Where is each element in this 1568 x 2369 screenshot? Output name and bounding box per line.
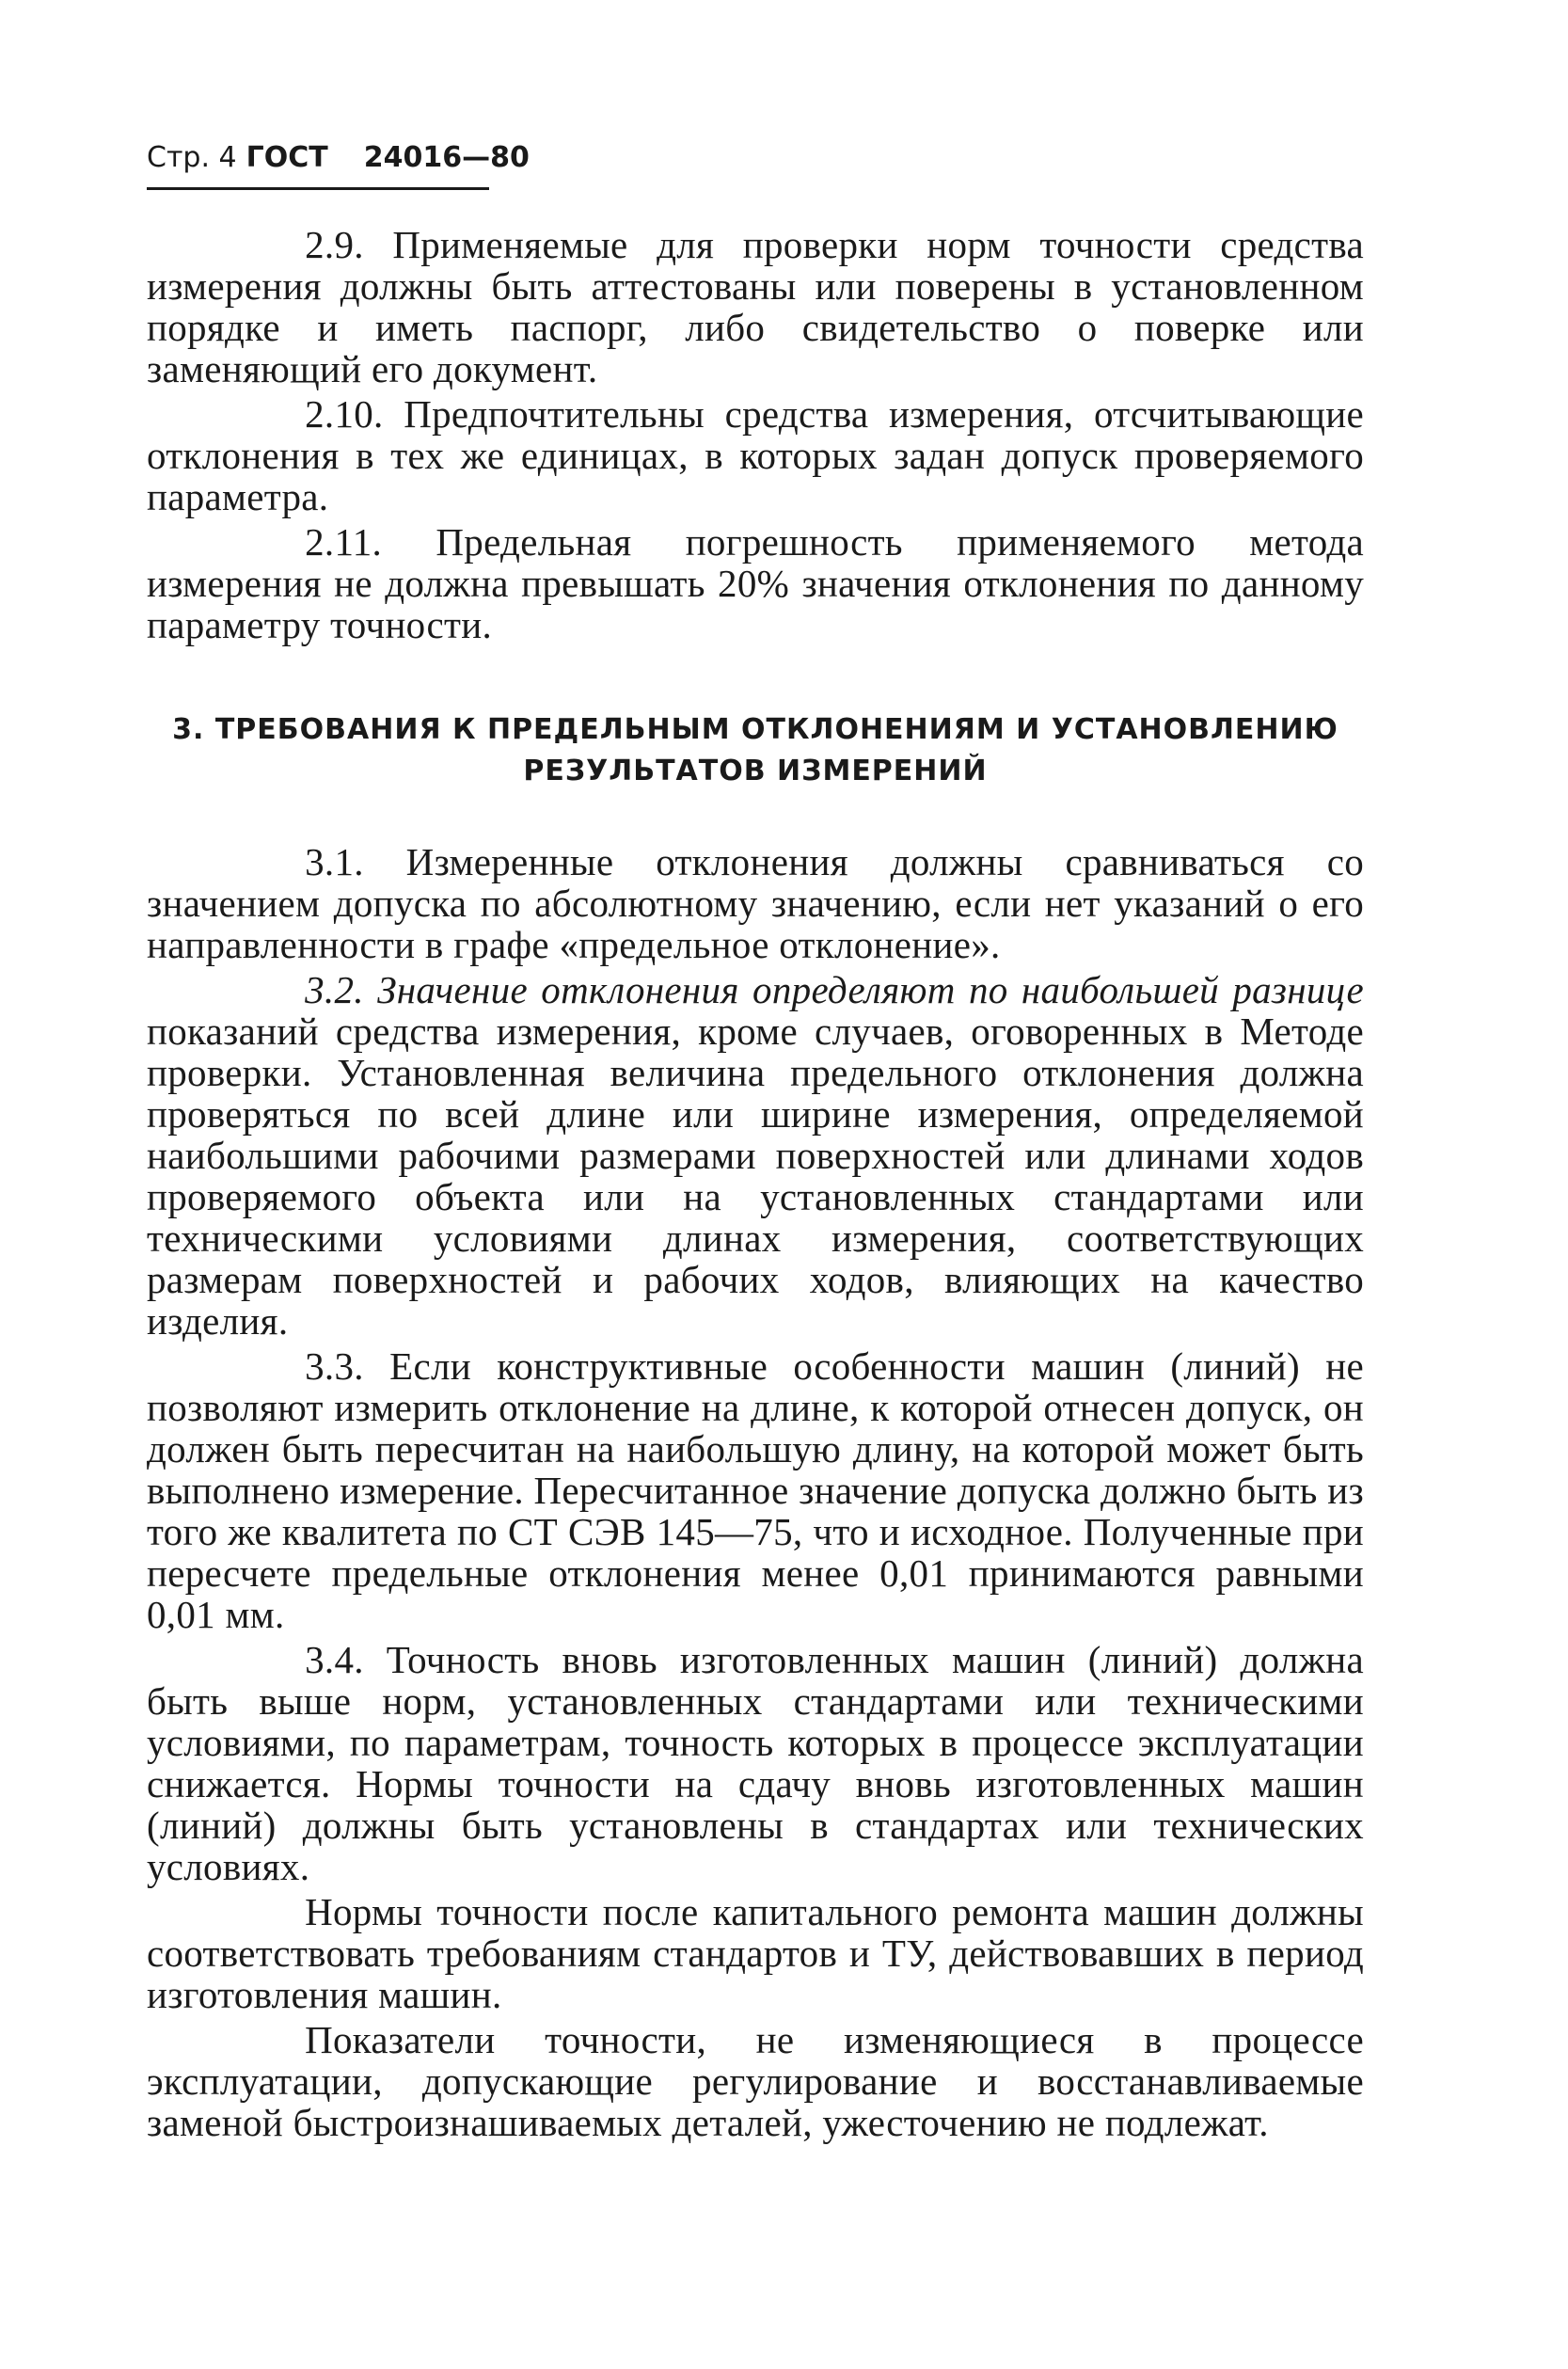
paragraph-2-11: 2.11. Предельная погрешность применяемого метода измерения не должна превышать 20% значения отклонения по данному параметру точности. bbox=[147, 520, 1364, 646]
standard-number: 24016—80 bbox=[363, 141, 530, 174]
paragraph-3-2 bbox=[147, 969, 1364, 1342]
paragraph-3-2-rest: показаний средства измерения, кроме случаев, оговоренных в Методе проверки. Установленная величина предельного отклонения должна проверяться по всей длине или ширине измерения, определяемой наибольшими рабочими размерами поверхностей или длинами ходов проверяемого объекта или на установленных стандартами или техническими условиями длинах измерения, соответствующих размерам поверхностей и рабочих ходов, влияющих на качество изделия. bbox=[147, 1010, 1364, 1343]
paragraph-3-2-italic: 3.2. Значение отклонения определяют по наибольшей разнице bbox=[305, 968, 1364, 1011]
standard-label: ГОСТ bbox=[245, 141, 328, 174]
paragraph-2-10: 2.10. Предпочтительны средства измерения, отсчитывающие отклонения в тех же единицах, в которых задан допуск проверяемого параметра. bbox=[147, 392, 1364, 518]
page-number: Стр. 4 bbox=[147, 141, 237, 174]
paragraph-2-9: 2.9. Применяемые для проверки норм точности средства измерения должны быть аттестованы или поверены в установленном порядке и иметь паспорг, либо свидетельство о поверке или заменяющий его документ. bbox=[147, 223, 1364, 390]
paragraph-unchanging-indicators: Показатели точности, не изменяющиеся в процессе эксплуатации, допускающие регулирование и восстанавливаемые заменой быстроизнашиваемых деталей, ужесточению не подлежат. bbox=[147, 2018, 1364, 2144]
section-heading-line-1: 3. ТРЕБОВАНИЯ К ПРЕДЕЛЬНЫМ ОТКЛОНЕНИЯМ И УСТАНОВЛЕНИЮ bbox=[172, 713, 1338, 746]
paragraph-3-4: 3.4. Точность вновь изготовленных машин (линий) должна быть выше норм, установленных стандартами или техническими условиями, по параметрам, точность которых в процессе эксплуатации снижается. Нормы точности на сдачу вновь изготовленных машин (линий) должны быть установлены в стандартах или технических условиях. bbox=[147, 1638, 1364, 1888]
paragraph-3-3: 3.3. Если конструктивные особенности машин (линий) не позволяют измерить отклонение на длине, к которой отнесен допуск, он должен быть пересчитан на наибольшую длину, на которой может быть выполнено измерение. Пересчитанное значение допуска должно быть из того же квалитета по СТ СЭВ 145—75, что и исходное. Полученные при пересчете предельные отклонения менее 0,01 принимаются равными 0,01 мм. bbox=[147, 1344, 1364, 1636]
paragraph-repair-norms: Нормы точности после капитального ремонта машин должны соответствовать требованиям стандартов и ТУ, действовавших в период изготовления машин. bbox=[147, 1890, 1364, 2016]
header-underline bbox=[147, 187, 489, 190]
section-heading bbox=[147, 709, 1364, 792]
section-heading-line-2: РЕЗУЛЬТАТОВ ИЗМЕРЕНИЙ bbox=[523, 755, 988, 787]
page-header bbox=[147, 141, 530, 175]
paragraph-3-1: 3.1. Измеренные отклонения должны сравниваться со значением допуска по абсолютному значению, если нет указаний о его направленности в графе «предельное отклонение». bbox=[147, 840, 1364, 966]
document-body bbox=[147, 224, 1364, 2147]
